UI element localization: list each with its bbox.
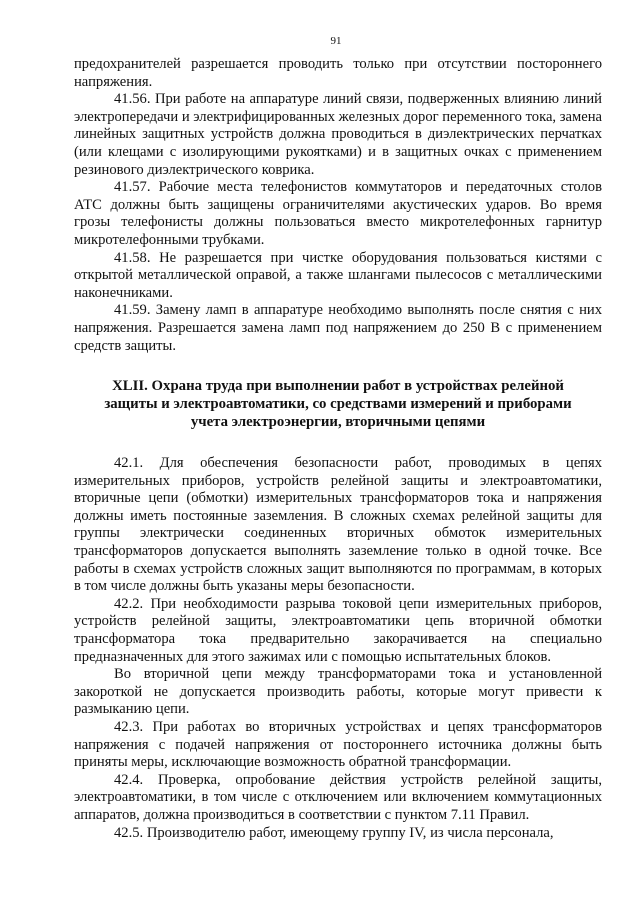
section-heading xyxy=(74,377,602,431)
paragraph-secondary-circuit: Во вторичной цепи между трансформаторами тока и установленной закороткой не допускается производить работы, которые могут привести к размыканию цепи. xyxy=(74,666,602,718)
section-heading-line-1: XLII. Охрана труда при выполнении работ в устройствах релейной xyxy=(112,378,564,395)
paragraph-42-4: 42.4. Проверка, опробование действия устройств релейной защиты, электроавтоматики, в том числе с отключением или включением коммутационных аппаратов, должна производиться в соответствии с пунктом 7.11 Правил. xyxy=(74,771,602,823)
paragraph-42-5: 42.5. Производителю работ, имеющему группу IV, из числа персонала, xyxy=(114,824,554,841)
paragraph-41-59: 41.59. Замену ламп в аппаратуре необходимо выполнять после снятия с них напряжения. Разрешается замена ламп под напряжением до 250 В с применением средств защиты. xyxy=(74,302,602,354)
paragraph-41-58: 41.58. Не разрешается при чистке оборудования пользоваться кистями с открытой металлической оправой, а также шлангами пылесосов с металлическими наконечниками. xyxy=(74,249,602,301)
paragraph-41-57: 41.57. Рабочие места телефонистов коммутаторов и передаточных столов АТС должны быть защищены ограничителями акустических ударов. Во время грозы телефонисты должны пользоваться вместо микротелефонных гарнитур микротелефонными трубками. xyxy=(74,179,602,248)
paragraph-42-3: 42.3. При работах во вторичных устройствах и цепях трансформаторов напряжения с подачей напряжения от постороннего источника должны быть приняты меры, исключающие возможность обратной трансформации. xyxy=(74,719,602,771)
paragraph-continuation: предохранителей разрешается проводить только при отсутствии постороннего напряжения. xyxy=(74,56,602,90)
paragraph-42-1: 42.1. Для обеспечения безопасности работ, проводимых в цепях измерительных приборов, устройств релейной защиты и электроавтоматики, вторичные цепи (обмотки) измерительных трансформаторов тока и напряжения должны иметь постоянные заземления. В сложных схемах релейной защиты для группы электрически соединенных вторичных обмоток измерительных трансформаторов допускается выполнять заземление только в одной точке. Все работы в схемах устройств сложных защит выполняются по программам, в которых в том числе должны быть указаны меры безопасности. xyxy=(74,455,602,595)
paragraph-42-2: 42.2. При необходимости разрыва токовой цепи измерительных приборов, устройств релейной защиты, электроавтоматики цепь вторичной обмотки трансформатора тока предварительно закорачивается на специально предназначенных для этого зажимах или с помощью испытательных блоков. xyxy=(74,595,602,665)
paragraph-41-56: 41.56. При работе на аппаратуре линий связи, подверженных влиянию линий электропередачи и электрифицированных железных дорог переменного тока, замена линейных защитных устройств должна проводиться в диэлектрических перчатках (или клещами с изолирующими рукоятками) и в защитных очках с применением резинового диэлектрического коврика. xyxy=(74,91,602,178)
page-number: 91 xyxy=(330,35,342,47)
section-heading-line-2: защиты и электроавтоматики, со средствами измерений и приборами xyxy=(104,396,572,413)
section-heading-line-3: учета электроэнергии, вторичными цепями xyxy=(190,414,486,431)
